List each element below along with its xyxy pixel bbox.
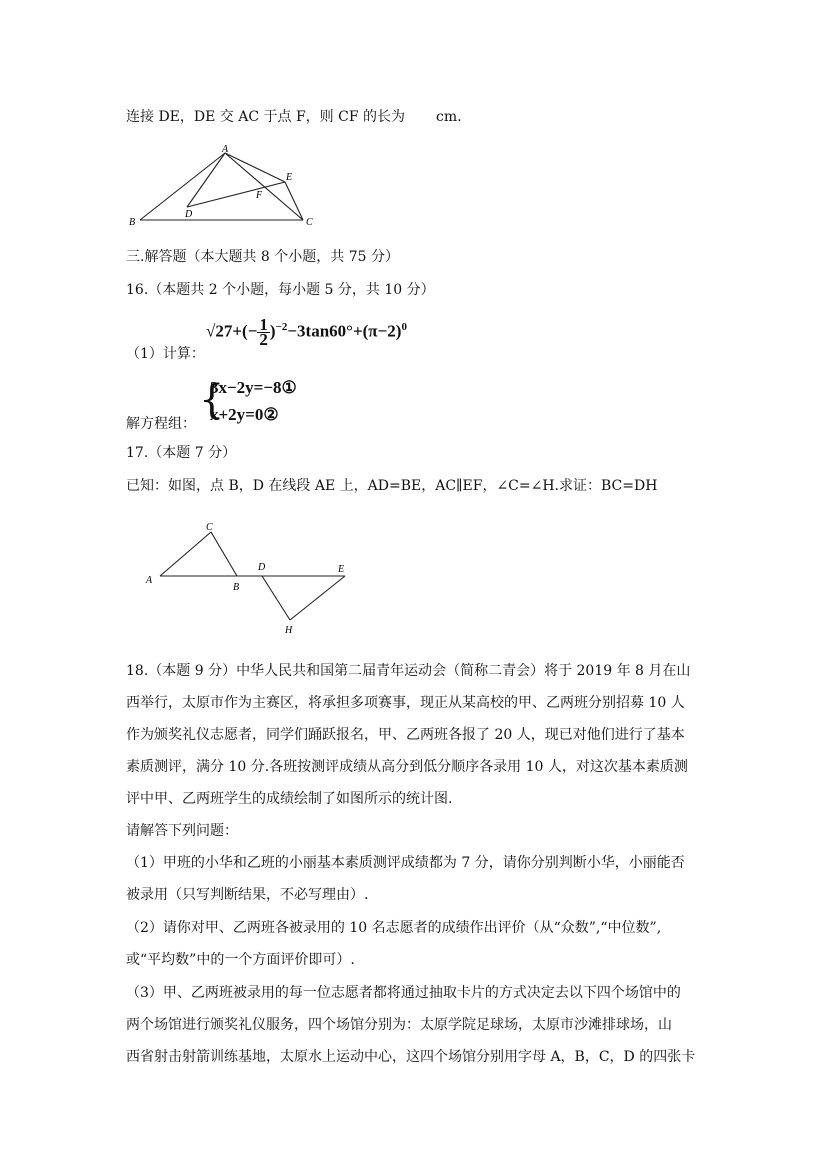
paren-close: ) [269, 321, 276, 341]
equation-brace: { [199, 377, 225, 423]
q18-line: （1）甲班的小华和乙班的小丽基本素质测评成绩都为 7 分，请你分别判断小华，小丽能否 [126, 855, 685, 871]
q18-line: 评中甲、乙两班学生的成绩绘制了如图所示的统计图. [126, 791, 453, 807]
label-A: A [222, 145, 229, 155]
q18-line: 18.（本题 9 分）中华人民共和国第二届青年运动会（简称二青会）将于 2019 年 8 月在山 [126, 663, 691, 679]
label-C: C [206, 522, 213, 533]
q18-line: 请解答下列问题： [126, 823, 238, 839]
triangle-figure-1 [125, 145, 325, 230]
exponent-2: 0 [401, 320, 407, 333]
equation-1: 3x−2y=−8① [210, 378, 297, 397]
label-A: A [146, 575, 153, 586]
q18-line: 西省射击射箭训练基地，太原水上运动中心，这四个场馆分别用字母 A，B，C，D 的四张卡 [126, 1049, 696, 1065]
q18-line: 素质测评，满分 10 分.各班按测评成绩从高分到低分顺序各录用 10 人，对这次基本素质测 [126, 759, 688, 775]
question-text: 连接 DE，DE 交 AC 于点 F，则 CF 的长为 [126, 109, 406, 125]
q18-line: 西举行，太原市作为主赛区，将承担多项赛事，现正从某高校的甲、乙两班分别招募 10 人 [126, 695, 685, 711]
q16-expression [206, 315, 407, 349]
q18-line: （2）请你对甲、乙两班各被录用的 10 名志愿者的成绩作出评价（从“众数”,“中位数”, [126, 920, 662, 936]
q16-part2-label: 解方程组： [126, 416, 196, 432]
fraction [257, 315, 270, 349]
q16-header: 16.（本题共 2 个小题，每小题 5 分，共 10 分） [126, 282, 435, 298]
q16-part1-label: （1）计算： [126, 346, 205, 362]
sqrt-term: √27 [206, 321, 233, 341]
fraction-denominator: 2 [259, 330, 268, 349]
q17-header: 17.（本题 7 分） [126, 445, 237, 461]
label-D: D [258, 562, 266, 573]
label-C: C [306, 217, 313, 228]
label-D: D [185, 209, 193, 220]
q18-line: 被录用（只写判断结果，不必写理由）. [126, 887, 369, 903]
answer-unit: cm. [436, 109, 462, 125]
fill-blank-question-line [126, 107, 405, 127]
tan-term: −3tan60°+(π−2) [287, 321, 402, 341]
exponent-1: −2 [275, 320, 288, 333]
label-H: H [285, 625, 293, 636]
triangle-figure-2 [140, 518, 360, 638]
section-title: 三.解答题（本大题共 8 个小题，共 75 分） [126, 249, 399, 265]
q18-line: 作为颁奖礼仪志愿者，同学们踊跃报名，甲、乙两班各报了 20 人，现已对他们进行了基本 [126, 727, 685, 743]
q18-line: 或“平均数”中的一个方面评价即可）. [126, 952, 355, 968]
equation-2: x+2y=0② [210, 405, 279, 424]
label-B: B [233, 582, 240, 593]
label-E: E [286, 172, 293, 183]
label-F: F [256, 190, 263, 201]
label-E: E [338, 564, 345, 575]
paren-open: +(− [232, 321, 258, 341]
label-B: B [129, 217, 136, 228]
q18-line: 两个场馆进行颁奖礼仪服务，四个场馆分别为：太原学院足球场，太原市沙滩排球场，山 [126, 1017, 672, 1033]
q17-text: 已知：如图，点 B，D 在线段 AE 上，AD=BE，AC∥EF，∠C=∠H.求证：BC=DH [126, 478, 658, 494]
fraction-numerator: 1 [259, 315, 268, 334]
q18-line: （3）甲、乙两班被录用的每一位志愿者都将通过抽取卡片的方式决定去以下四个场馆中的 [126, 985, 681, 1001]
